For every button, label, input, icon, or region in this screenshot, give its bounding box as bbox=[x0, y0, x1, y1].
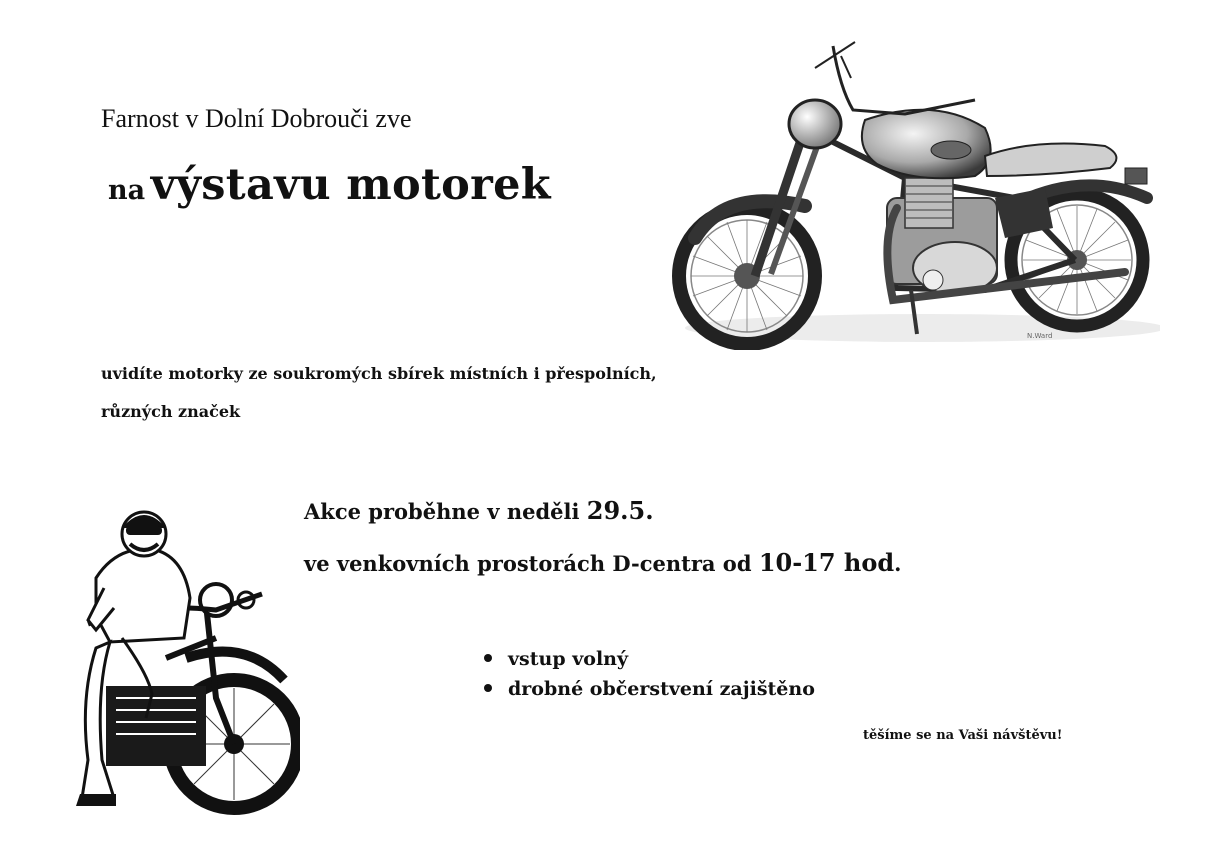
headline-main: výstavu motorek bbox=[150, 160, 551, 210]
headline-prefix: na bbox=[108, 175, 146, 206]
bullet-label: vstup volný bbox=[508, 648, 629, 670]
bullet-item bbox=[484, 678, 815, 700]
info-bullet-list bbox=[484, 648, 815, 708]
event-date-prefix: Akce proběhne v neděli bbox=[304, 499, 587, 524]
vintage-motorcycle-illustration bbox=[655, 28, 1160, 350]
bullet-label: drobné občerstvení zajištěno bbox=[508, 678, 815, 700]
motorcycle-rider-illustration bbox=[66, 498, 300, 824]
closing-greeting: těšíme se na Vaši návštěvu! bbox=[863, 728, 1063, 743]
event-venue-line bbox=[304, 548, 901, 577]
event-date-line bbox=[304, 496, 654, 525]
description-line-2: různých značek bbox=[101, 402, 241, 421]
event-date: 29.5. bbox=[586, 496, 654, 525]
event-time: 10-17 hod bbox=[758, 548, 895, 577]
event-venue-text: ve venkovních prostorách D-centra od bbox=[304, 551, 759, 576]
bullet-item bbox=[484, 648, 815, 670]
artist-signature: N.Ward bbox=[1027, 332, 1053, 340]
invitation-intro: Farnost v Dolní Dobrouči zve bbox=[101, 104, 412, 133]
bullet-icon bbox=[484, 654, 492, 662]
headline bbox=[108, 160, 551, 210]
event-venue-end: . bbox=[894, 551, 902, 576]
bullet-icon bbox=[484, 684, 492, 692]
description-line-1: uvidíte motorky ze soukromých sbírek místních i přespolních, bbox=[101, 364, 657, 383]
